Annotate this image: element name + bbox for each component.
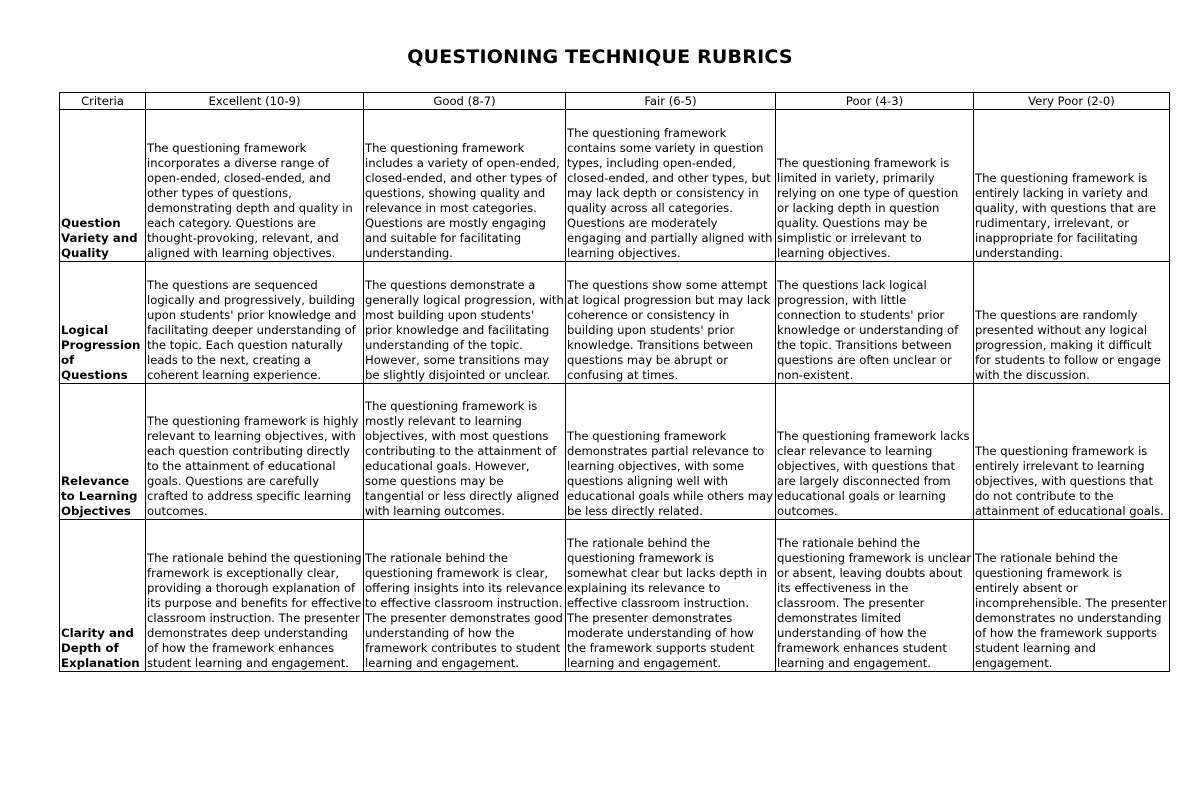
rubric-cell-fair: The questions show some attempt at logical progression but may lack coherence or consistency in building upon students' prior knowledge. Transitions between questions may be abrupt or confusing at times. — [566, 262, 776, 384]
rubric-cell-very-poor: The rationale behind the questioning framework is entirely absent or incomprehensible. The presenter demonstrates no understanding of how the framework supports student learning and engagement. — [974, 520, 1170, 672]
rubric-cell-very-poor: The questioning framework is entirely lacking in variety and quality, with questions that are rudimentary, irrelevant, or inappropriate for facilitating understanding. — [974, 110, 1170, 262]
rubric-cell-fair: The questioning framework contains some variety in question types, including open-ended, closed-ended, and other types, but may lack depth or consistency in quality across all categories. Questions are moderately engaging and partially aligned with learning objectives. — [566, 110, 776, 262]
table-row — [60, 262, 1170, 384]
column-header-very-poor: Very Poor (2-0) — [974, 93, 1170, 110]
rubric-cell-excellent: The questioning framework is highly relevant to learning objectives, with each question contributing directly to the attainment of educational goals. Questions are carefully crafted to address specific learning outcomes. — [146, 384, 364, 520]
rubric-cell-poor: The questions lack logical progression, with little connection to students' prior knowledge or understanding of the topic. Transitions between questions are often unclear or non-existent. — [776, 262, 974, 384]
criteria-cell: Clarity and Depth of Explanation — [60, 520, 146, 672]
rubric-cell-excellent: The rationale behind the questioning framework is exceptionally clear, providing a thorough explanation of its purpose and benefits for effective classroom instruction. The presenter demonstrates deep understanding of how the framework enhances student learning and engagement. — [146, 520, 364, 672]
header-row — [60, 93, 1170, 110]
rubric-cell-very-poor: The questions are randomly presented without any logical progression, making it difficult for students to follow or engage with the discussion. — [974, 262, 1170, 384]
rubric-cell-poor: The questioning framework is limited in variety, primarily relying on one type of question or lacking depth in question quality. Questions may be simplistic or irrelevant to learning objectives. — [776, 110, 974, 262]
column-header-fair: Fair (6-5) — [566, 93, 776, 110]
rubric-cell-poor: The rationale behind the questioning framework is unclear or absent, leaving doubts about its effectiveness in the classroom. The presenter demonstrates limited understanding of how the framework enhances student learning and engagement. — [776, 520, 974, 672]
criteria-cell: Relevance to Learning Objectives — [60, 384, 146, 520]
column-header-good: Good (8-7) — [364, 93, 566, 110]
rubric-table — [59, 92, 1170, 672]
table-row — [60, 520, 1170, 672]
rubric-cell-poor: The questioning framework lacks clear relevance to learning objectives, with questions that are largely disconnected from educational goals or learning outcomes. — [776, 384, 974, 520]
criteria-cell: Question Variety and Quality — [60, 110, 146, 262]
column-header-excellent: Excellent (10-9) — [146, 93, 364, 110]
table-row — [60, 110, 1170, 262]
criteria-cell: Logical Progression of Questions — [60, 262, 146, 384]
rubric-cell-fair: The questioning framework demonstrates partial relevance to learning objectives, with some questions aligning well with educational goals while others may be less directly related. — [566, 384, 776, 520]
table-row — [60, 384, 1170, 520]
column-header-poor: Poor (4-3) — [776, 93, 974, 110]
rubric-cell-good: The questioning framework includes a variety of open-ended, closed-ended, and other types of questions, showing quality and relevance in most categories. Questions are mostly engaging and suitable for facilitating understanding. — [364, 110, 566, 262]
rubric-cell-very-poor: The questioning framework is entirely irrelevant to learning objectives, with questions that do not contribute to the attainment of educational goals. — [974, 384, 1170, 520]
rubric-cell-excellent: The questioning framework incorporates a diverse range of open-ended, closed-ended, and other types of questions, demonstrating depth and quality in each category. Questions are thought-provoking, relevant, and aligned with learning objectives. — [146, 110, 364, 262]
column-header-criteria: Criteria — [60, 93, 146, 110]
rubric-cell-good: The rationale behind the questioning framework is clear, offering insights into its relevance to effective classroom instruction. The presenter demonstrates good understanding of how the framework contributes to student learning and engagement. — [364, 520, 566, 672]
rubric-cell-fair: The rationale behind the questioning framework is somewhat clear but lacks depth in explaining its relevance to effective classroom instruction. The presenter demonstrates moderate understanding of how the framework supports student learning and engagement. — [566, 520, 776, 672]
rubric-cell-good: The questions demonstrate a generally logical progression, with most building upon students' prior knowledge and facilitating understanding of the topic. However, some transitions may be slightly disjointed or unclear. — [364, 262, 566, 384]
rubric-cell-good: The questioning framework is mostly relevant to learning objectives, with most questions contributing to the attainment of educational goals. However, some questions may be tangential or less directly aligned with learning outcomes. — [364, 384, 566, 520]
page-title: QUESTIONING TECHNIQUE RUBRICS — [407, 46, 793, 68]
rubric-cell-excellent: The questions are sequenced logically and progressively, building upon students' prior knowledge and facilitating deeper understanding of the topic. Each question naturally leads to the next, creating a coherent learning experience. — [146, 262, 364, 384]
